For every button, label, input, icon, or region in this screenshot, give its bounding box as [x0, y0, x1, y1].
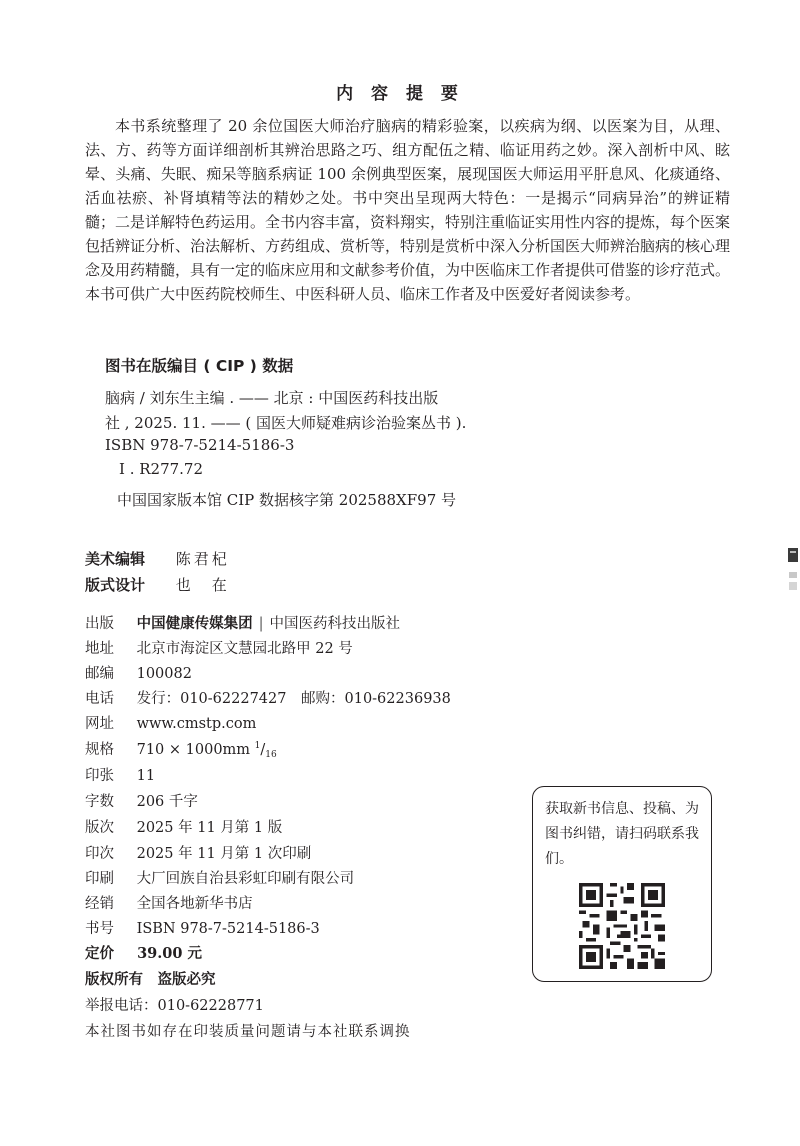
cip-line-5: 中国国家版本馆 CIP 数据核字第 202588XF97 号 [117, 491, 457, 509]
credit-name: 也 在 [175, 576, 230, 594]
detail-label: 定价 [85, 945, 114, 962]
detail-value: 2025 年 11 月第 1 版 [136, 820, 283, 836]
detail-value: 100082 [136, 666, 192, 682]
detail-label: 出版 [85, 616, 114, 632]
credit-art-editor [85, 548, 230, 569]
detail-value: 2025 年 11 月第 1 次印刷 [136, 846, 312, 862]
detail-printer [85, 867, 354, 889]
detail-value: www.cmstp.com [136, 716, 257, 732]
detail-sheets [85, 764, 155, 786]
credit-label: 美术编辑 [85, 550, 146, 568]
quality-note: 本社图书如存在印装质量问题请与本社联系调换 [85, 1024, 411, 1040]
publisher-press: 中国医药科技出版社 [269, 616, 400, 632]
copyright-notice: 版权所有 盗版必究 [85, 971, 216, 988]
summary-title: 内 容 提 要 [336, 84, 464, 104]
detail-publisher [85, 612, 400, 634]
detail-value: 北京市海淀区文慧园北路甲 22 号 [136, 641, 353, 657]
cip-line-1: 脑病 / 刘东生主编 . —— 北京 : 中国医药科技出版 [105, 389, 439, 407]
summary-body: 本书系统整理了 20 余位国医大师治疗脑病的精彩验案，以疾病为纲、以医案为目，从理、法、方、药等方面详细剖析其辨治思路之巧、组方配伍之精、临证用药之妙。深入剖析中风、眩晕、头痛、失眠、痴呆等脑系病证 100 余例典型医案，展现国医大师运用平肝息风、化痰通络、活血祛瘀、补肾填精等法的精妙之处。书中突出呈现两大特色：一是揭示“同病异治”的辨证精髓；二是详解特色药运用。全书内容丰富，资料翔实，特别注重临证实用性内容的提炼，每个医案包括辨证分析、治法解析、方药组成、赏析等，特别是赏析中深入分析国医大师辨治脑病的核心理念及用药精髓，具有一定的临床应用和文献参考价值，为中医临床工作者提供可借鉴的诊疗范式。本书可供广大中医药院校师生、中医科研人员、临床工作者及中医爱好者阅读参考。 [85, 117, 731, 303]
qr-contact-box [532, 786, 712, 982]
detail-printing [85, 842, 311, 864]
detail-value: 206 千字 [136, 794, 198, 810]
cip-line-4: Ⅰ . R277.72 [119, 460, 204, 478]
detail-postcode [85, 662, 192, 684]
detail-label: 邮编 [85, 666, 114, 682]
detail-words [85, 790, 198, 812]
cip-heading: 图书在版编目 ( CIP ) 数据 [105, 357, 294, 375]
detail-label: 书号 [85, 921, 114, 937]
page-edge-mark [786, 546, 800, 596]
detail-value: 全国各地新华书店 [136, 896, 253, 912]
detail-value: 发行：010-62227427 邮购：010-62236938 [136, 691, 451, 707]
detail-label: 印张 [85, 768, 114, 784]
credit-label: 版式设计 [85, 576, 146, 594]
qr-code-icon[interactable] [579, 883, 665, 969]
cip-line-3: ISBN 978-7-5214-5186-3 [105, 436, 295, 454]
detail-distributor [85, 892, 253, 914]
separator: | [258, 616, 264, 632]
detail-label: 印次 [85, 846, 114, 862]
format-denominator: 16 [265, 750, 277, 760]
detail-edition [85, 816, 282, 838]
detail-format: 规格 710 × 1000mm $^1/_{16}$ [85, 738, 277, 760]
detail-label: 字数 [85, 794, 114, 810]
report-phone: 举报电话：010-62228771 [85, 998, 264, 1014]
detail-label: 经销 [85, 896, 114, 912]
detail-address [85, 637, 353, 659]
detail-label: 规格 [85, 742, 114, 758]
credit-layout-designer [85, 574, 230, 595]
detail-phone [85, 687, 451, 709]
qr-text: 获取新书信息、投稿、为图书纠错，请扫码联系我们。 [545, 801, 699, 867]
detail-value: 39.00 元 [137, 945, 203, 962]
detail-value: 大厂回族自治县彩虹印刷有限公司 [136, 871, 355, 887]
detail-price [85, 942, 202, 964]
detail-website [85, 712, 256, 734]
detail-label: 网址 [85, 716, 114, 732]
detail-value: 710 × 1000mm [136, 742, 251, 758]
detail-value: 11 [136, 768, 156, 784]
format-numerator: 1 [254, 741, 261, 751]
detail-label: 印刷 [85, 871, 114, 887]
detail-isbn [85, 917, 320, 939]
publisher-group: 中国健康传媒集团 [136, 615, 253, 632]
cip-line-2: 社 , 2025. 11. —— ( 国医大师疑难病诊治验案丛书 ). [105, 414, 467, 432]
detail-label: 版次 [85, 820, 114, 836]
detail-value: ISBN 978-7-5214-5186-3 [136, 921, 320, 937]
credit-name: 陈君杞 [175, 550, 230, 568]
detail-label: 电话 [85, 691, 114, 707]
detail-label: 地址 [85, 641, 114, 657]
